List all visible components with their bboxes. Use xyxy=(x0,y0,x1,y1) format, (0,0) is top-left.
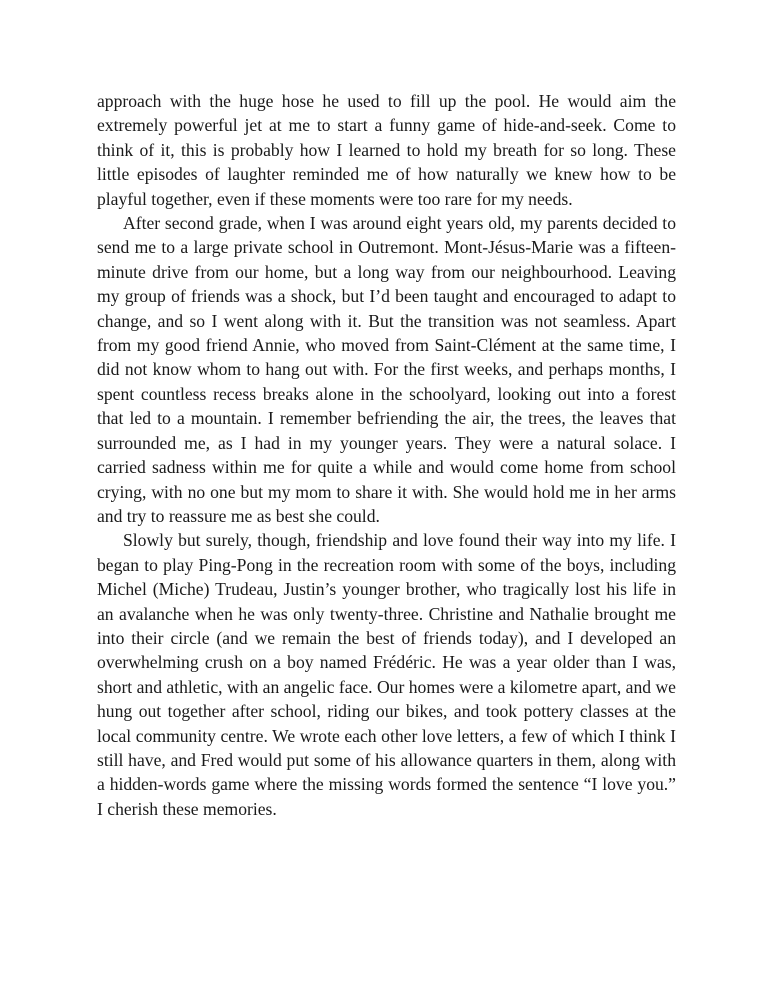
paragraph-1: approach with the huge hose he used to fill up the pool. He would aim the extremely powerful jet at me to start a funny game of hide-and-seek. Come to think of it, this is probably how I learned to hold my breath for so long. These little episodes of laughter reminded me of how naturally we knew how to be playful together, even if these moments were too rare for my needs. xyxy=(97,91,676,209)
paragraph-2: After second grade, when I was around eight years old, my parents decided to send me to a large private school in Outremont. Mont-Jésus-Marie was a fifteen-minute drive from our home, but a long way from our neighbourhood. Leaving my group of friends was a shock, but I’d been taught and encouraged to adapt to change, and so I went along with it. But the transition was not seamless. Apart from my good friend Annie, who moved from Saint-Clément at the same time, I did not know whom to hang out with. For the first weeks, and perhaps months, I spent countless recess breaks alone in the schoolyard, looking out into a forest that led to a mountain. I remember befriending the air, the trees, the leaves that surrounded me, as I had in my younger years. They were a natural solace. I carried sadness within me for quite a while and would come home from school crying, with no one but my mom to share it with. She would hold me in her arms and try to reassure me as best she could. xyxy=(97,213,676,526)
page-body xyxy=(97,89,676,821)
paragraph-3: Slowly but surely, though, friendship and love found their way into my life. I began to play Ping-Pong in the recreation room with some of the boys, including Michel (Miche) Trudeau, Justin’s younger brother, who tragically lost his life in an avalanche when he was only twenty-three. Christine and Nathalie brought me into their circle (and we remain the best of friends today), and I developed an overwhelming crush on a boy named Frédéric. He was a year older than I was, short and athletic, with an angelic face. Our homes were a kilometre apart, and we hung out together after school, riding our bikes, and took pottery classes at the local community centre. We wrote each other love letters, a few of which I think I still have, and Fred would put some of his allowance quarters in them, along with a hidden-words game where the missing words formed the sentence “I love you.” I cherish these memories. xyxy=(97,530,676,819)
